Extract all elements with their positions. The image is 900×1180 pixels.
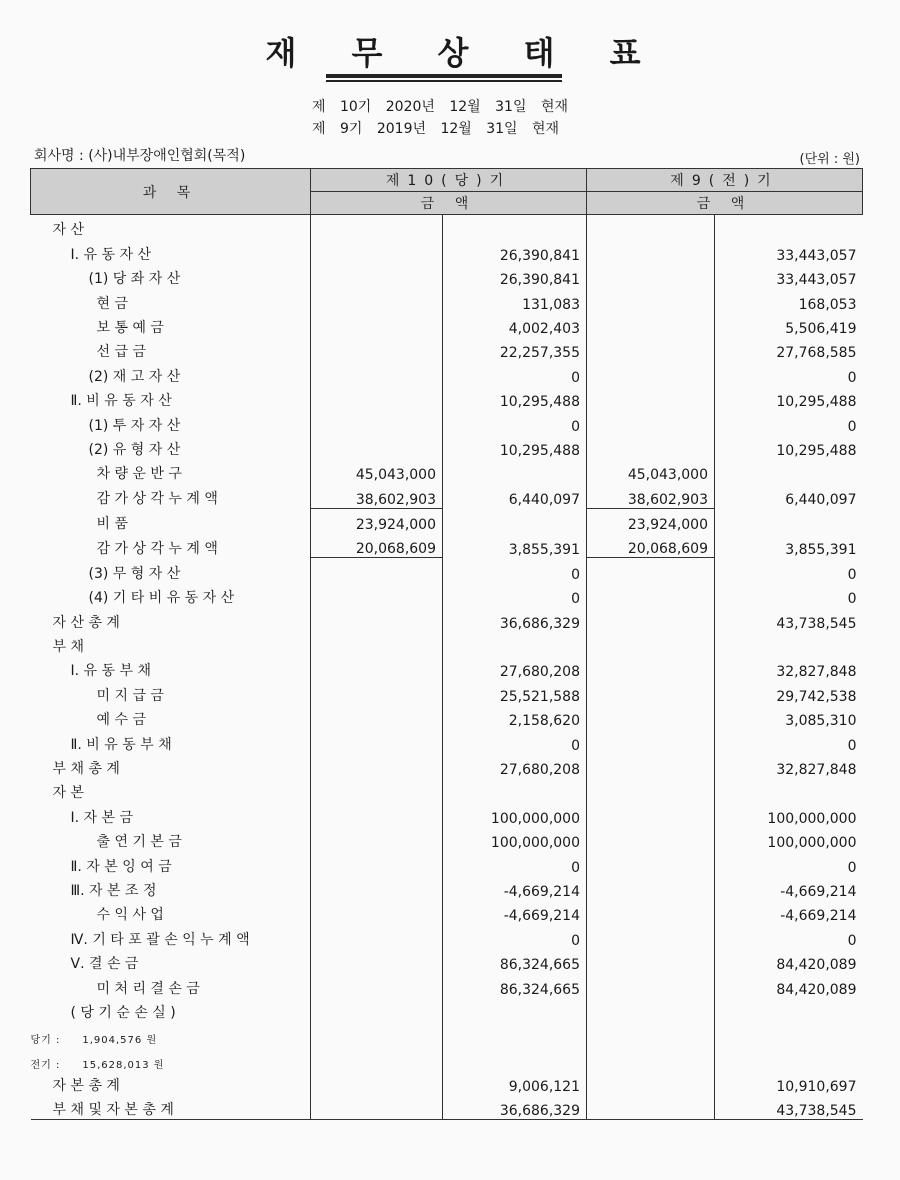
table-row [31,778,863,802]
table-row [31,924,863,948]
row-label: 선 급 금 [96,344,146,361]
current-detail-amount [311,239,443,263]
current-total-amount: 4,002,403 [443,313,587,337]
row-label-cell [31,288,311,312]
row-label: Ⅲ. 자 본 조 정 [70,882,157,899]
balance-sheet-table [30,168,863,1120]
previous-detail-amount [587,924,715,948]
previous-total-amount: 100,000,000 [715,827,863,851]
table-row [31,754,863,778]
table-row [31,288,863,312]
previous-total-amount [715,215,863,240]
current-total-amount [443,632,587,656]
row-label-cell [31,632,311,656]
row-label: Ⅰ. 유 동 자 산 [70,246,151,263]
current-total-amount: 9,006,121 [443,1071,587,1095]
row-label: Ⅱ. 비 유 동 부 채 [70,736,172,753]
previous-total-amount: 33,443,057 [715,264,863,288]
table-body [31,215,863,1120]
current-detail-amount [311,900,443,924]
previous-total-amount: 5,506,419 [715,313,863,337]
current-total-amount: 10,295,488 [443,435,587,459]
current-total-amount: 86,324,665 [443,973,587,997]
table-row [31,851,863,875]
current-total-amount: 0 [443,361,587,385]
row-label-cell [31,729,311,753]
row-label: 감 가 상 각 누 계 액 [96,540,218,557]
note-label: 당기 : [30,1035,61,1047]
row-label: 차 량 운 반 구 [96,466,182,483]
previous-total-amount [715,1046,863,1070]
previous-total-amount [715,508,863,533]
current-detail-amount [311,313,443,337]
current-detail-amount [311,802,443,826]
current-detail-amount [311,876,443,900]
current-detail-amount [311,998,443,1022]
current-total-amount: 131,083 [443,288,587,312]
previous-total-amount: -4,669,214 [715,900,863,924]
row-label-cell [31,924,311,948]
current-detail-amount [311,632,443,656]
header-previous-period: 제9(전)기 [587,169,863,192]
row-label-cell [31,851,311,875]
previous-total-amount: 168,053 [715,288,863,312]
current-total-amount: 100,000,000 [443,802,587,826]
current-detail-amount [311,361,443,385]
previous-detail-amount [587,778,715,802]
previous-detail-amount: 20,068,609 [587,533,715,558]
row-label-cell [31,386,311,410]
table-row [31,386,863,410]
current-total-amount [443,998,587,1022]
previous-total-amount: 6,440,097 [715,483,863,508]
table-row [31,1095,863,1120]
previous-total-amount: 0 [715,558,863,583]
current-detail-amount [311,1071,443,1095]
current-detail-amount [311,607,443,631]
current-detail-amount [311,705,443,729]
unit-label: (단위 : 원) [799,152,860,167]
current-total-amount: 0 [443,924,587,948]
current-detail-amount [311,851,443,875]
current-detail-amount [311,924,443,948]
current-detail-amount [311,215,443,240]
row-label: (4) 기 타 비 유 동 자 산 [88,590,235,607]
row-label: 자 본 [52,785,84,802]
current-detail-amount [311,949,443,973]
previous-detail-amount [587,583,715,607]
previous-total-amount: 32,827,848 [715,754,863,778]
previous-total-amount: 84,420,089 [715,973,863,997]
previous-detail-amount [587,361,715,385]
previous-total-amount: 43,738,545 [715,1095,863,1120]
current-detail-amount: 38,602,903 [311,483,443,508]
previous-detail-amount [587,410,715,434]
note-value: 15,628,013 원 [82,1059,165,1071]
row-label-cell [31,802,311,826]
current-total-amount: 6,440,097 [443,483,587,508]
previous-detail-amount [587,435,715,459]
previous-detail-amount [587,998,715,1022]
row-label: Ⅰ. 자 본 금 [70,809,134,826]
current-detail-amount: 20,068,609 [311,533,443,558]
header-current-period: 제10(당)기 [311,169,587,192]
current-detail-amount [311,754,443,778]
table-row [31,998,863,1022]
net-loss-note [31,1022,311,1046]
current-detail-amount [311,583,443,607]
previous-detail-amount [587,1022,715,1046]
table-row [31,583,863,607]
previous-detail-amount [587,680,715,704]
note-label: 전기 : [30,1059,61,1071]
row-label: ( 당 기 순 손 실 ) [70,1004,176,1021]
row-label: 부 채 총 계 [52,760,120,777]
note-row [31,1046,863,1070]
table-row [31,802,863,826]
previous-detail-amount [587,607,715,631]
previous-total-amount: 3,085,310 [715,705,863,729]
row-label: 부 채 [52,639,84,656]
row-label: (2) 재 고 자 산 [88,368,181,385]
current-detail-amount [311,973,443,997]
table-row [31,632,863,656]
row-label-cell [31,607,311,631]
row-label-cell [31,410,311,434]
previous-detail-amount [587,656,715,680]
current-total-amount: 0 [443,583,587,607]
current-total-amount: 22,257,355 [443,337,587,361]
previous-total-amount: 43,738,545 [715,607,863,631]
previous-detail-amount [587,215,715,240]
current-detail-amount [311,386,443,410]
row-label: 미 지 급 금 [96,687,164,704]
previous-detail-amount [587,827,715,851]
table-row [31,410,863,434]
current-total-amount [443,215,587,240]
note-value: 1,904,576 원 [82,1035,158,1047]
previous-total-amount: 3,855,391 [715,533,863,558]
table-row [31,483,863,508]
previous-detail-amount [587,900,715,924]
previous-total-amount: 32,827,848 [715,656,863,680]
row-label-cell [31,949,311,973]
row-label: 자 산 [52,222,84,239]
previous-total-amount: 84,420,089 [715,949,863,973]
previous-total-amount [715,459,863,483]
previous-detail-amount [587,386,715,410]
current-total-amount: -4,669,214 [443,900,587,924]
current-detail-amount [311,337,443,361]
current-detail-amount: 23,924,000 [311,508,443,533]
previous-total-amount [715,998,863,1022]
previous-detail-amount [587,851,715,875]
row-label-cell [31,827,311,851]
current-total-amount: 0 [443,729,587,753]
previous-detail-amount [587,876,715,900]
current-total-amount: 0 [443,558,587,583]
row-label-cell [31,1071,311,1095]
previous-detail-amount [587,239,715,263]
row-label: 자 본 총 계 [52,1078,120,1095]
row-label: Ⅴ. 결 손 금 [70,956,139,973]
row-label-cell [31,900,311,924]
previous-detail-amount [587,1071,715,1095]
row-label-cell [31,361,311,385]
period-current: 제 10기 2020년 12월 31일 현재 [312,99,568,115]
current-detail-amount [311,435,443,459]
row-label-cell [31,239,311,263]
table-row [31,558,863,583]
current-detail-amount [311,1022,443,1046]
current-total-amount: 0 [443,851,587,875]
previous-total-amount: 10,910,697 [715,1071,863,1095]
row-label: 수 익 사 업 [96,907,164,924]
current-total-amount [443,1022,587,1046]
table-row [31,459,863,483]
row-label: 비 품 [96,516,128,533]
current-total-amount: 86,324,665 [443,949,587,973]
table-row [31,949,863,973]
row-label-cell [31,998,311,1022]
table-row [31,337,863,361]
current-total-amount: 0 [443,410,587,434]
previous-total-amount: 0 [715,924,863,948]
table-row [31,239,863,263]
row-label: 미 처 리 결 손 금 [96,980,200,997]
previous-detail-amount [587,313,715,337]
row-label: 예 수 금 [96,712,146,729]
previous-detail-amount [587,802,715,826]
current-total-amount: 3,855,391 [443,533,587,558]
previous-detail-amount [587,337,715,361]
row-label-cell [31,215,311,240]
table-row [31,973,863,997]
period-previous: 제 9기 2019년 12월 31일 현재 [312,121,560,137]
row-label-cell [31,973,311,997]
current-detail-amount [311,1046,443,1070]
row-label: (1) 투 자 자 산 [88,417,181,434]
previous-detail-amount [587,558,715,583]
table-row [31,533,863,558]
previous-detail-amount [587,1095,715,1120]
row-label-cell [31,459,311,483]
row-label: Ⅱ. 비 유 동 자 산 [70,393,172,410]
previous-total-amount: 0 [715,729,863,753]
previous-total-amount: 0 [715,410,863,434]
row-label-cell [31,533,311,558]
title-underline [326,74,562,78]
previous-total-amount: 33,443,057 [715,239,863,263]
current-detail-amount [311,288,443,312]
current-detail-amount [311,680,443,704]
company-name: 회사명 : (사)내부장애인협회(목적) [34,148,246,164]
row-label: (2) 유 형 자 산 [88,441,181,458]
previous-total-amount: 10,295,488 [715,435,863,459]
note-row [31,1022,863,1046]
document-title: 재 무 상 태 표 [265,34,663,72]
row-label-cell [31,313,311,337]
table-row [31,705,863,729]
row-label: 보 통 예 금 [96,319,164,336]
current-detail-amount [311,410,443,434]
previous-total-amount: 29,742,538 [715,680,863,704]
previous-detail-amount [587,705,715,729]
current-total-amount [443,1046,587,1070]
table-row [31,313,863,337]
row-label: Ⅱ. 자 본 잉 여 금 [70,858,172,875]
current-detail-amount [311,778,443,802]
row-label-cell [31,705,311,729]
current-total-amount: 10,295,488 [443,386,587,410]
previous-total-amount: 0 [715,583,863,607]
current-detail-amount [311,1095,443,1120]
row-label-cell [31,778,311,802]
current-total-amount [443,508,587,533]
previous-total-amount [715,632,863,656]
row-label-cell [31,876,311,900]
row-label-cell [31,754,311,778]
current-detail-amount [311,729,443,753]
table-row [31,876,863,900]
previous-total-amount [715,1022,863,1046]
row-label-cell [31,1095,311,1120]
current-total-amount: 25,521,588 [443,680,587,704]
row-label: (3) 무 형 자 산 [88,565,181,582]
table-row [31,680,863,704]
previous-detail-amount [587,949,715,973]
previous-total-amount: -4,669,214 [715,876,863,900]
row-label-cell [31,337,311,361]
row-label-cell [31,483,311,508]
row-label: 자 산 총 계 [52,614,120,631]
previous-total-amount [715,778,863,802]
previous-detail-amount [587,288,715,312]
previous-detail-amount [587,973,715,997]
current-detail-amount [311,558,443,583]
previous-detail-amount [587,1046,715,1070]
current-total-amount: 100,000,000 [443,827,587,851]
row-label: 감 가 상 각 누 계 액 [96,491,218,508]
row-label-cell [31,435,311,459]
current-total-amount: 36,686,329 [443,607,587,631]
row-label: (1) 당 좌 자 산 [88,271,181,288]
previous-detail-amount [587,632,715,656]
header-amount-current: 금 액 [311,192,587,215]
previous-total-amount: 100,000,000 [715,802,863,826]
previous-total-amount: 10,295,488 [715,386,863,410]
table-row [31,435,863,459]
previous-detail-amount [587,754,715,778]
table-row [31,900,863,924]
row-label: Ⅳ. 기 타 포 괄 손 익 누 계 액 [70,931,250,948]
table-row [31,827,863,851]
previous-detail-amount: 45,043,000 [587,459,715,483]
previous-detail-amount: 23,924,000 [587,508,715,533]
current-total-amount: 26,390,841 [443,264,587,288]
previous-total-amount: 0 [715,361,863,385]
header-subject: 과 목 [31,169,311,215]
current-detail-amount [311,656,443,680]
row-label-cell [31,656,311,680]
row-label: Ⅰ. 유 동 부 채 [70,663,151,680]
previous-total-amount: 27,768,585 [715,337,863,361]
row-label-cell [31,680,311,704]
current-total-amount: 2,158,620 [443,705,587,729]
row-label-cell [31,508,311,533]
net-loss-note [31,1046,311,1070]
current-total-amount: 36,686,329 [443,1095,587,1120]
table-row [31,264,863,288]
current-detail-amount: 45,043,000 [311,459,443,483]
current-total-amount: 27,680,208 [443,656,587,680]
row-label: 출 연 기 본 금 [96,834,182,851]
row-label-cell [31,583,311,607]
table-row [31,361,863,385]
previous-detail-amount: 38,602,903 [587,483,715,508]
table-row [31,215,863,240]
previous-detail-amount [587,729,715,753]
previous-total-amount: 0 [715,851,863,875]
table-row [31,607,863,631]
title-underline-thin [326,80,562,82]
header-amount-previous: 금 액 [587,192,863,215]
current-detail-amount [311,264,443,288]
table-row [31,1071,863,1095]
table-row [31,729,863,753]
current-total-amount: 26,390,841 [443,239,587,263]
row-label: 부 채 및 자 본 총 계 [52,1102,174,1119]
previous-detail-amount [587,264,715,288]
current-total-amount: -4,669,214 [443,876,587,900]
current-total-amount [443,459,587,483]
row-label: 현 금 [96,295,128,312]
table-row [31,508,863,533]
row-label-cell [31,264,311,288]
row-label-cell [31,558,311,583]
table-row [31,656,863,680]
current-total-amount [443,778,587,802]
current-detail-amount [311,827,443,851]
current-total-amount: 27,680,208 [443,754,587,778]
